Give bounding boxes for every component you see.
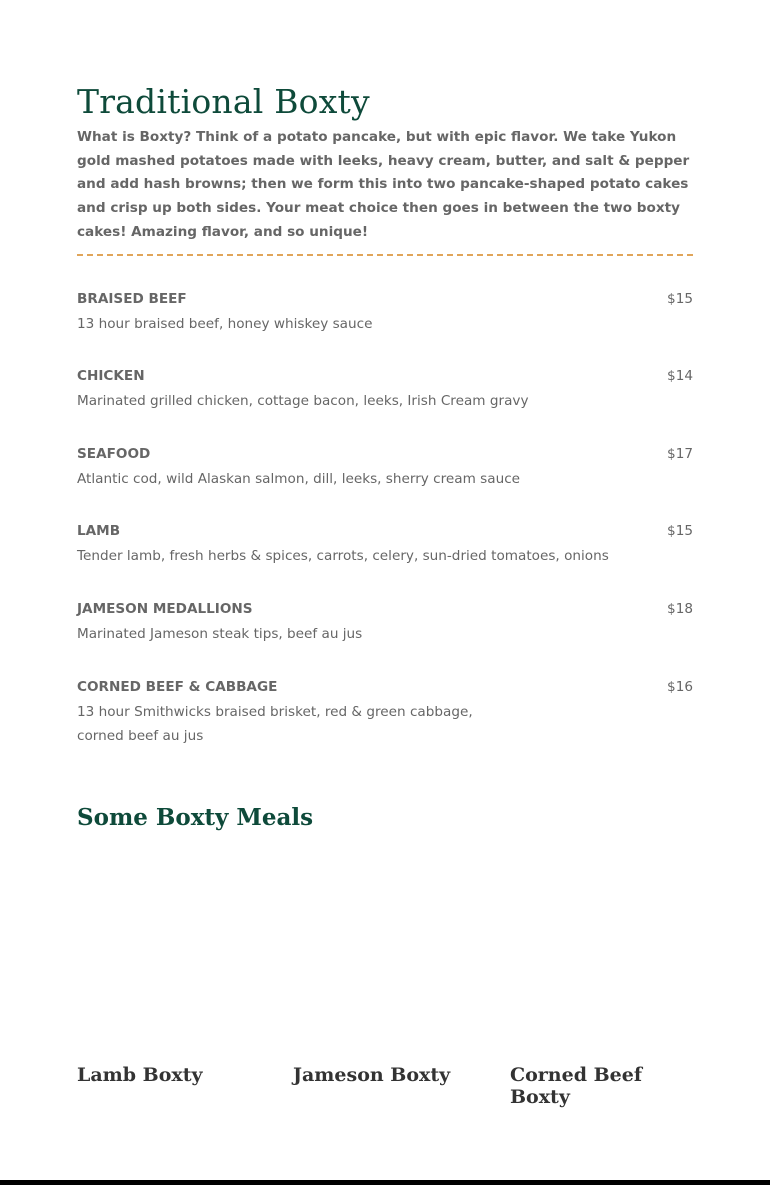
menu-item-name: CHICKEN [77, 368, 145, 384]
menu-item-name: SEAFOOD [77, 446, 151, 462]
menu-item-description: Atlantic cod, wild Alaskan salmon, dill, leeks, sherry cream sauce [77, 471, 521, 487]
meal-title-lamb: Lamb Boxty [77, 1064, 203, 1086]
menu-item-description: Marinated Jameson steak tips, beef au jus [77, 626, 363, 642]
intro-text: What is Boxty? Think of a potato pancake, but with epic flavor. We take Yukon gold mashed potatoes made with leeks, heavy cream, butter, and salt & pepper and add hash browns; then we form this into two pancake-shaped potato cakes and crisp up both sides. Your meat choice then goes in between the two boxty cakes! Amazing flavor, and so unique! [77, 129, 690, 240]
menu-item-price: $17 [667, 446, 693, 462]
menu-item-description: 13 hour Smithwicks braised brisket, red & green cabbage, corned beef au jus [77, 704, 473, 744]
menu-item-price: $15 [667, 291, 693, 307]
menu-item-description: Marinated grilled chicken, cottage bacon, leeks, Irish Cream gravy [77, 393, 529, 409]
menu-item-name: CORNED BEEF & CABBAGE [77, 679, 278, 695]
menu-item-name: JAMESON MEDALLIONS [77, 601, 253, 617]
meal-title-corned-beef: Corned Beef Boxty [510, 1064, 643, 1108]
menu-item-name: BRAISED BEEF [77, 291, 187, 307]
page-title: Traditional Boxty [77, 82, 370, 121]
meal-title-jameson: Jameson Boxty [293, 1064, 451, 1086]
menu-item-description: Tender lamb, fresh herbs & spices, carrots, celery, sun-dried tomatoes, onions [77, 548, 609, 564]
footer-bar [0, 1180, 770, 1185]
menu-item-price: $16 [667, 679, 693, 695]
menu-item-name: LAMB [77, 523, 121, 539]
meals-section-title: Some Boxty Meals [77, 804, 314, 831]
dashed-divider [77, 254, 693, 256]
menu-item-price: $15 [667, 523, 693, 539]
menu-item-price: $18 [667, 601, 693, 617]
menu-item-description: 13 hour braised beef, honey whiskey sauce [77, 316, 373, 332]
menu-item-price: $14 [667, 368, 693, 384]
